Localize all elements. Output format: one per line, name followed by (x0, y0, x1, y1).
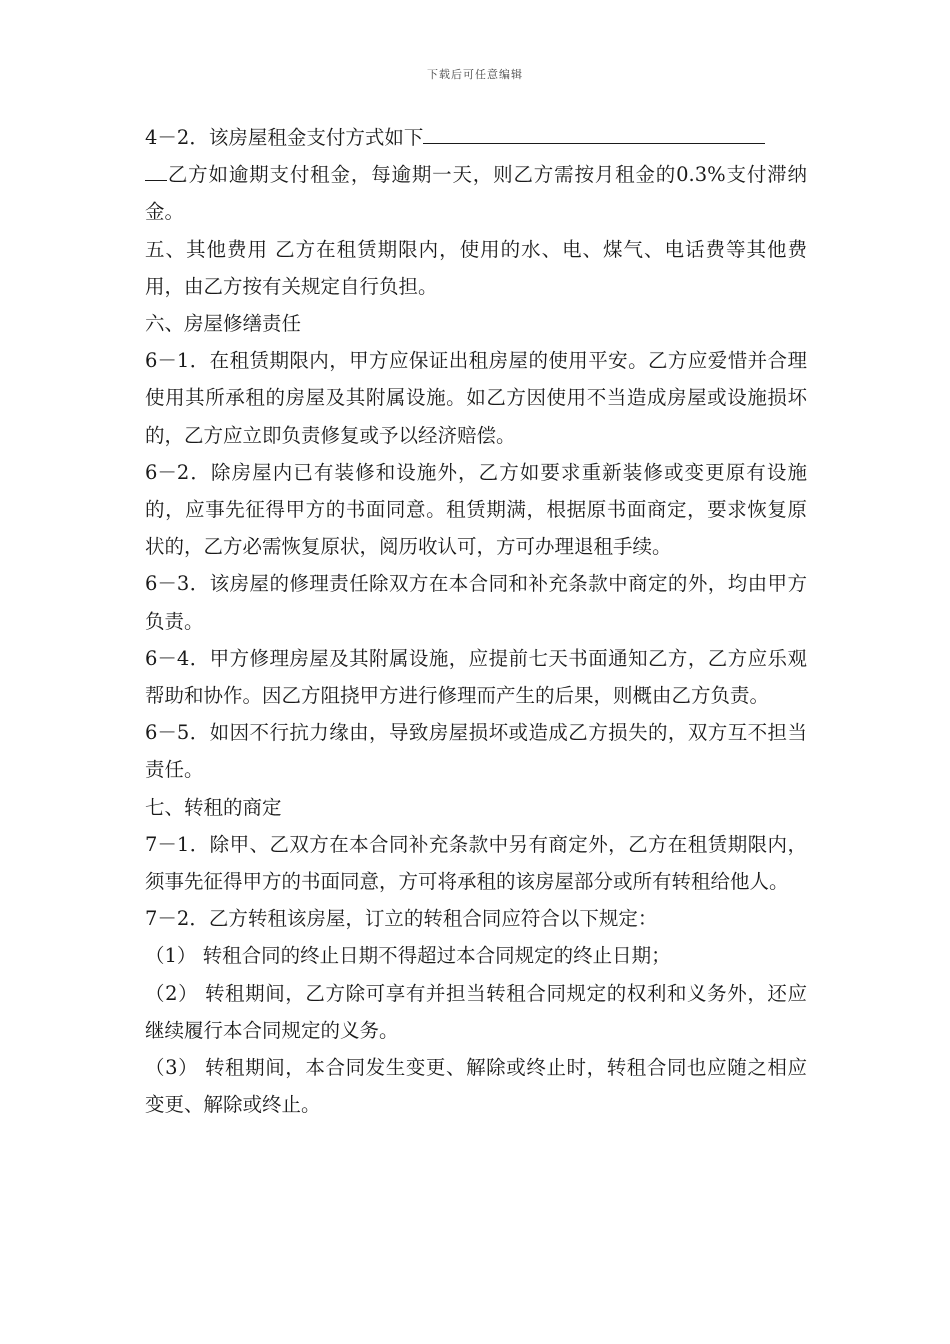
clause-7-2-item-2: （2） 转租期间，乙方除可享有并担当转租合同规定的权利和义务外，还应继续履行本合同规定的义务。 (145, 981, 807, 1042)
section-heading-6: 六、房屋修缮责任 (145, 312, 302, 336)
page-header: 下载后可任意编辑 (427, 68, 523, 81)
section-heading-7: 七、转租的商定 (145, 795, 282, 819)
clause-text: 乙方如逾期支付租金，每逾期一天，则乙方需按月租金的0.3%支付滞纳金。 (145, 163, 807, 224)
clause-6-4: 6－4．甲方修理房屋及其附属设施，应提前七天书面通知乙方，乙方应乐观帮助和协作。因乙方阻挠甲方进行修理而产生的后果，则概由乙方负责。 (145, 646, 807, 708)
clause-text: 4－2．该房屋租金支付方式如下 (145, 126, 424, 149)
clause-6-2: 6－2．除房屋内已有装修和设施外，乙方如要求重新装修或变更原有设施的，应事先征得甲方的书面同意。租赁期满，根据原书面商定，要求恢复原状的，乙方必需恢复原状，阅历收认可，方可办理退租手续。 (145, 460, 807, 559)
clause-5-other-fees: 五、其他费用 乙方在租赁期限内，使用的水、电、煤气、电话费等其他费用，由乙方按有关规定自行负担。 (145, 237, 807, 298)
document-body (145, 119, 807, 1123)
clause-6-5: 6－5．如因不行抗力缘由，导致房屋损坏或造成乙方损失的，双方互不担当责任。 (145, 721, 807, 782)
clause-7-2: 7－2．乙方转租该房屋，订立的转租合同应符合以下规定： (145, 907, 658, 931)
fill-in-blank[interactable] (423, 121, 765, 144)
clause-7-1: 7－1．除甲、乙双方在本合同补充条款中另有商定外，乙方在租赁期限内，须事先征得甲方的书面同意，方可将承租的该房屋部分或所有转租给他人。 (145, 832, 807, 894)
clause-4-2-continued (145, 156, 807, 230)
clause-6-3: 6－3．该房屋的修理责任除双方在本合同和补充条款中商定的外，均由甲方负责。 (145, 572, 807, 633)
clause-7-2-item-1: （1） 转租合同的终止日期不得超过本合同规定的终止日期； (145, 944, 671, 968)
clause-4-2-line (145, 119, 807, 156)
clause-7-2-item-3: （3） 转租期间，本合同发生变更、解除或终止时，转租合同也应随之相应变更、解除或终止。 (145, 1056, 807, 1117)
clause-6-1: 6－1．在租赁期限内，甲方应保证出租房屋的使用平安。乙方应爱惜并合理使用其所承租的房屋及其附属设施。如乙方因使用不当造成房屋或设施损坏的，乙方应立即负责修复或予以经济赔偿。 (145, 349, 807, 447)
fill-in-blank[interactable] (145, 158, 167, 181)
